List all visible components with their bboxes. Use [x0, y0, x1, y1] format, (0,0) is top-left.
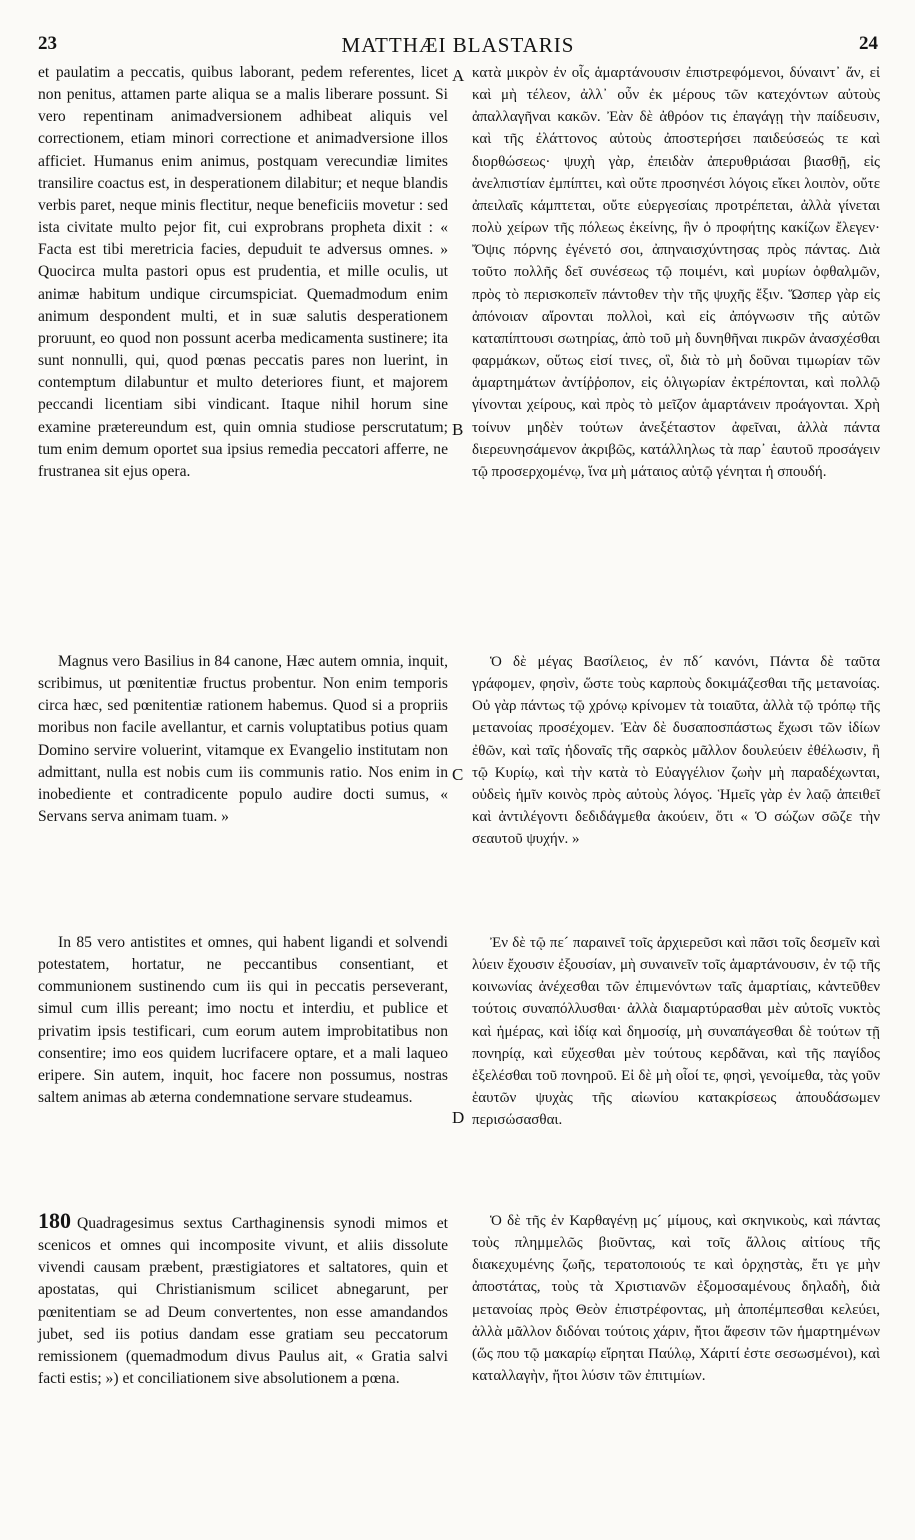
margin-letter-d: D: [452, 1108, 465, 1127]
page-number-right: 24: [859, 33, 878, 54]
greek-paragraph-4: Ὁ δὲ τῆς ἐν Καρθαγένῃ μς´ μίμους, καὶ σκηνικοὺς, καὶ πάντας τοὺς πλημμελῶς βιοῦντας, καὶ τοῖς ἄλλοις αἰτίους τῆς διακεχυμένης ζωῆς, τερατοποιούς τε καὶ ὀρχηστὰς, ἔτι γε μὴν ἀποστάτας, τοὺς τὰ Χριστιανῶν ἐξομοσαμένους δηλαδὴ, διὰ μετανοίας πρὸς Θεὸν ἐπιστρέφοντας, μὴ ἀποπέμπεσθαι κελεύει, ἀλλὰ μᾶλλον διδόναι τούτοις χάριν, ἤτοι ἄφεσιν τῶν ἡμαρτημένων (ὥς που τῷ μακαρίῳ εἴρηται Παύλῳ, Χάριτί ἐστε σεσωσμένοι), καὶ καταλλαγὴν, ἤτοι λύσιν τῶν ἐπιτιμίων.: [472, 1213, 880, 1385]
margin-letter-b: B: [452, 420, 464, 439]
latin-paragraph-3: In 85 vero antistites et omnes, qui habent ligandi et solvendi potestatem, hortatur, ne peccantibus consentiant, et communionem sustinendo cum iis qui in peccatis perseverant, simul cum illis pereant; imo noctu et interdiu, et publice et privatim ipsis testificari, cum eorum autem improbitatibus non consentire; imo eos quidem lucrifacere optare, et a mali laqueo eripere. Sin autem, inquit, hoc facere non possumus, nostras saltem animas ab æterna condemnatione servare studeamus.: [38, 934, 448, 1107]
latin-paragraph-2: Magnus vero Basilius in 84 canone, Hæc autem omnia, inquit, scribimus, ut pœnitentiæ fructus probentur. Non enim temporis circa hæc, sed pœnitentiæ rationem habemus. Quod si a propriis moribus non facile avellantur, et carnis voluptatibus potius quam Domino servire voluerint, vitamque ex Evangelio institutam non admittant, nulla est nobis cum iis communis ratio. Nos enim in inobediente et contradicente populo audire docti sumus, « Servans serva animam tuam. »: [38, 653, 448, 826]
page-header: [38, 33, 878, 57]
page-number-left: 23: [38, 33, 57, 54]
latin-paragraph-4: 180 Quadragesimus sextus Carthaginensis synodi mimos et scenicos et omnes qui incomposite vivunt, et aliis dissolute vivendi causam præbent, præstigiatores et saltatores, quin et apostatas, qui Christianismum scilicet abnegarunt, per pœnitentiam se ad Deum convertentes, non esse amandandos jubet, sed iis potius dandam esse gratiam seu peccatorum remissionem (quemadmodum divus Paulus ait, « Gratia salvi facti estis; ») et conciliationem sive absolutionem a pœna.: [38, 1208, 448, 1388]
greek-paragraph-1: κατὰ μικρὸν ἐν οἷς ἁμαρτάνουσιν ἐπιστρεφόμενοι, δύναιντ᾽ ἄν, εἰ καὶ μὴ τέλεον, ἀλλ᾽ οὖν ἐκ μέρους τῶν κατεχόντων αὐτοὺς ἀπαλλαγῆναι κακῶν. Ἐὰν δὲ ἀθρόον τις ἐπαγάγῃ τὴν παίδευσιν, καὶ τῆς ἐλάττονος αὐτοὺς ἀποστερήσει παιδεύσεώς τε καὶ διορθώσεως· ψυχὴ γὰρ, ἐπειδὰν ἀπερυθριάσαι βιασθῇ, εἰς ἀνελπιστίαν ἐμπίπτει, καὶ οὔτε προσηνέσι λόγοις εἴκει λοιπὸν, οὔτε ἀπειλαῖς κάμπτεται, οὔτε εὐεργεσίαις προτρέπεται, ἀλλὰ γίνεται πολὺ χείρων τῆς πόλεως ἐκείνης, ἣν ὁ προφήτης κακίζων ἔλεγεν· Ὄψις πόρνης ἐγένετό σοι, ἀπηναισχύντησας πρὸς πάντας. Διὰ τοῦτο πολλῆς δεῖ συνέσεως τῷ ποιμένι, καὶ μυρίων ὀφθαλμῶν, πρὸς τὸ περισκοπεῖν πάντοθεν τὴν τῆς ψυχῆς ἕξιν. Ὥσπερ γὰρ εἰς ἀπόνοιαν αἴρονται πολλοὶ, καὶ εἰς ἀπόγνωσιν τῆς αὐτῶν καταπίπτουσι σωτηρίας, ἀπὸ τοῦ μὴ δυνηθῆναι πικρῶν ἀνασχέσθαι φαρμάκων, οὕτως εἰσί τινες, οἳ, διὰ τὸ μὴ δοῦναι τιμωρίαν τῶν ἁμαρτημάτων ἀντίῤῥοπον, εἰς ὀλιγωρίαν ἐκτρέπονται, καὶ πολλῷ γίνονται χείρους, καὶ πρὸς τὸ μεῖζον ἁμαρτάνειν προάγονται. Χρὴ τοίνυν μηδὲν τούτων ἀνεξέταστον ἀφεῖναι, ἀλλὰ πάντα διερευνησάμενον ἀκριβῶς, κατάλληλως τὰ παρ᾽ ἑαυτοῦ προσάγειν τῷ προσερχομένῳ, ἵνα μὴ μάταιος αὐτῷ γένηται ἡ σπουδή.: [472, 65, 880, 480]
latin-paragraph-1: et paulatim a peccatis, quibus laborant, pedem referentes, licet non penitus, attamen parte aliqua se a malis liberare possunt. Si vero repentinam animadversionem adhibeat aliquis vel correctionem, etiam minori correctione et animadversione illos afficiet. Humanus enim animus, postquam verecundiæ limites transilire coactus est, in desperationem dilabitur; et neque blandis verbis paret, neque minis flectitur, neque beneficiis movetur : sed ista civitate multo pejor fit, cui exprobrans propheta dixit : « Facta est tibi meretricia facies, depuduit te adversus omnes. » Quocirca multa pastori opus est prudentia, et mille oculis, ut animæ habitum undique circumspiciat. Quemadmodum enim animum despondent multi, et in suæ salutis desperationem proruunt, eo quod non possunt acerba medicamenta sustinere; ita sunt nonnulli, qui, quod pœnas peccatis pares non luerint, in contemptum dilabuntur et multo deteriores fiunt, et majorem peccandi licentiam sibi vindicant. Itaque nihil horum sine examine prætereundum est, quin omnia studiose perscrutatum; tum enim demum oportet sua ipsius remedia peccatori afferre, ne frustranea sit ejus opera.: [38, 64, 448, 480]
running-title: MATTHÆI BLASTARIS: [341, 33, 575, 57]
greek-paragraph-3: Ἐν δὲ τῷ πε´ παραινεῖ τοῖς ἀρχιερεῦσι καὶ πᾶσι τοῖς δεσμεῖν καὶ λύειν ἔχουσιν ἐξουσίαν, μὴ συναινεῖν τοῖς ἁμαρτάνουσιν, ἐν τῷ τῆς κοινωνίας ἀνέχεσθαι τῶν ἐπιμενόντων ταῖς ἁμαρτίαις, κἀντεῦθεν τούτοις συναπόλλυσθαι· ἀλλὰ διαμαρτύρασθαι μὲν αὐτοῖς νυκτὸς καὶ ἡμέρας, καὶ ἰδίᾳ καὶ δημοσίᾳ, μὴ συναπάγεσθαι δὲ τούτων τῇ πονηρίᾳ, καὶ εὔχεσθαι μὲν τούτους κερδᾶναι, καὶ τῆς παγίδος ἐξελέσθαι τοῦ πονηροῦ. Εἰ δὲ μὴ οἷοί τε, φησὶ, γενοίμεθα, τὰς γοῦν ἑαυτῶν ψυχὰς τῆς αἰωνίου κατακρίσεως ἀπουδάσωμεν περισώσασθαι.: [472, 935, 880, 1129]
greek-paragraph-2: Ὁ δὲ μέγας Βασίλειος, ἐν πδ´ κανόνι, Πάντα δὲ ταῦτα γράφομεν, φησὶν, ὥστε τοὺς καρποὺς δοκιμάζεσθαι τῆς μετανοίας. Οὐ γὰρ πάντως τῷ χρόνῳ κρίνομεν τὰ τοιαῦτα, ἀλλὰ τῷ τρόπῳ τῆς μετανοίας προσέχομεν. Ἐὰν δὲ δυσαποσπάστως ἔχωσι τῶν ἰδίων ἐθῶν, καὶ ταῖς ἡδοναῖς τῆς σαρκὸς μᾶλλον δουλεύειν ἐθέλωσιν, ἢ τῷ Κυρίῳ, καὶ τὴν κατὰ τὸ Εὐαγγέλιον ζωὴν μὴ παραδέχωνται, οὐδεὶς ἡμῖν κοινὸς πρὸς αὐτοὺς λόγος. Ἡμεῖς γὰρ ἐν λαῷ ἀπειθεῖ καὶ ἀντιλέγοντι δεδιδάγμεθα ἀκούειν, ὅτι « Ὁ σώζων σῶζε τὴν σεαυτοῦ ψυχήν. »: [472, 654, 880, 848]
section-number: 180: [38, 1208, 71, 1233]
margin-letter-a: A: [452, 66, 465, 85]
margin-letter-c: C: [452, 765, 464, 784]
